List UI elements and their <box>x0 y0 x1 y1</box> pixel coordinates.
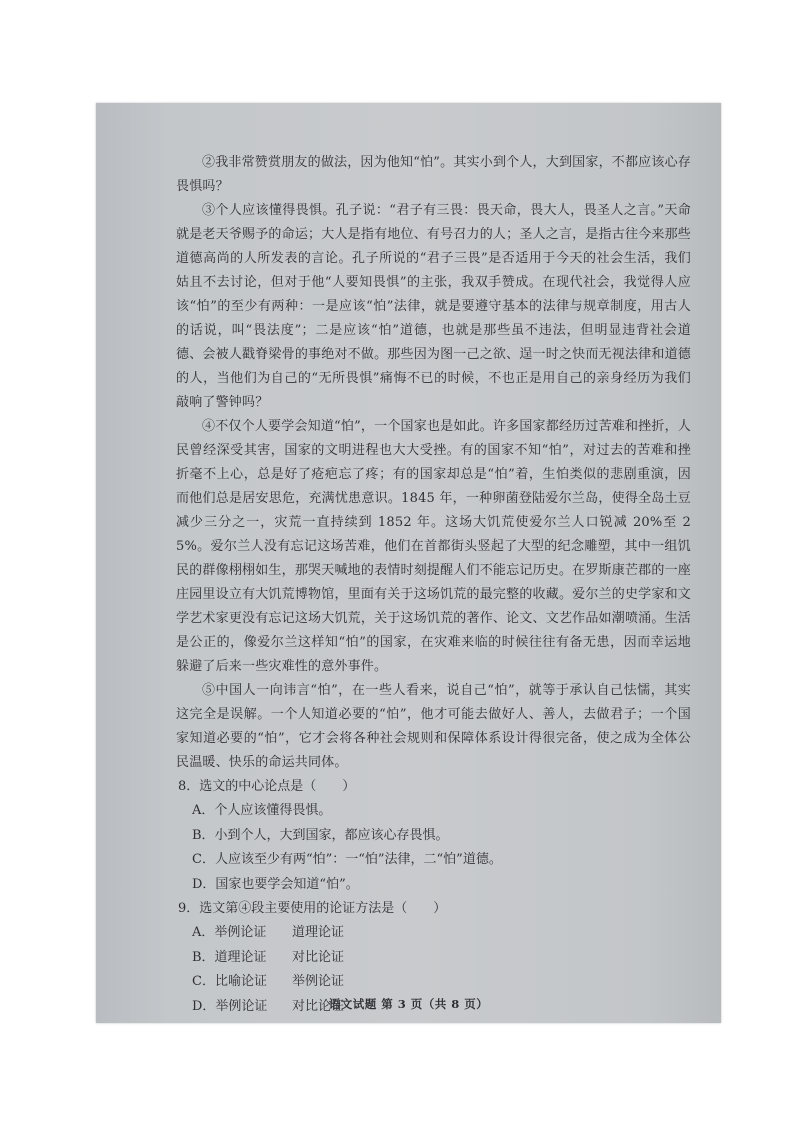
question-8-stem: 8．选文的中心论点是（ ） <box>178 779 356 794</box>
question-8-option-a: A．个人应该懂得畏惧。 <box>192 803 332 818</box>
exam-content <box>176 151 691 1019</box>
question-9-stem: 9．选文第④段主要使用的论证方法是（ ） <box>178 901 447 916</box>
question-8-option-c: C．人应该至少有两“怕”：一“怕”法律，二“怕”道德。 <box>192 852 502 867</box>
question-9-option-b <box>192 946 691 971</box>
question-9-option-c <box>192 970 691 995</box>
option-b-method-1: B．道理论证 <box>192 949 267 965</box>
option-a-method-2: 道理论证 <box>292 925 345 940</box>
paragraph-4: ④不仅个人要学会知道“怕”，一个国家也是如此。许多国家都经历过苦难和挫折，人民曾经深受其害，国家的文明进程也大大受挫。有的国家不知“怕”，对过去的苦难和挫折毫不上心，总是好了疮疤忘了疼；有的国家却总是“怕”着，生怕类似的悲剧重演，因而他们总是居安思危，充满忧患意识。1845 年，一种卵菌登陆爱尔兰岛，使得全岛土豆减少三分之一，灾荒一直持续到 1852 年。这场大饥荒使爱尔兰人口锐减 20%至 25%。爱尔兰人没有忘记这场苦难，他们在首都街头竖起了大型的纪念雕塑，其中一组饥民的群像栩栩如生，那哭天喊地的表情时刻提醒人们不能忘记历史。在罗斯康芒郡的一座庄园里设立有大饥荒博物馆，里面有关于这场饥荒的最完整的收藏。爱尔兰的史学家和文学艺术家更没有忘记这场大饥荒，关于这场饥荒的著作、论文、文艺作品如潮喷涌。生活是公正的，像爱尔兰这样知“怕”的国家，在灾难来临的时候往往有备无患，因而幸运地躲避了后来一些灾难性的意外事件。 <box>176 419 691 674</box>
option-c-method-1: C．比喻论证 <box>192 974 267 989</box>
question-8-options <box>176 799 691 897</box>
exam-page <box>96 103 721 1023</box>
question-9-option-a <box>192 921 691 946</box>
option-c-method-2: 举例论证 <box>292 974 345 989</box>
page-footer: 语文试题 第 3 页（共 8 页） <box>328 997 489 1011</box>
option-d-method-1: D．举例论证 <box>192 998 268 1014</box>
option-a-method-1: A．举例论证 <box>192 925 267 940</box>
paragraph-5: ⑤中国人一向讳言“怕”，在一些人看来，说自己“怕”，就等于承认自己怯懦，其实这完全是误解。一个人知道必要的“怕”，他才可能去做好人、善人，去做君子；一个国家知道必要的“怕”，它才会将各种社会规则和保障体系设计得很完备，使之成为全体公民温暖、快乐的命运共同体。 <box>176 683 691 770</box>
paragraph-3: ③个人应该懂得畏惧。孔子说：“君子有三畏：畏天命，畏大人，畏圣人之言。”天命就是老天爷赐予的命运；大人是指有地位、有号召力的人；圣人之言，是指古往今来那些道德高尚的人所发表的言论。孔子所说的“君子三畏”是否适用于今天的社会生活，我们姑且不去讨论，但对于他“人要知畏惧”的主张，我双手赞成。在现代社会，我觉得人应该“怕”的至少有两种：一是应该“怕”法律，就是要遵守基本的法律与规章制度，用古人的话说，叫“畏法度”；二是应该“怕”道德，也就是那些虽不违法，但明显违背社会道德、会被人戳脊梁骨的事绝对不做。那些因为图一己之欲、逞一时之快而无视法律和道德的人，当他们为自己的“无所畏惧”痛悔不已的时候，不也正是用自己的亲身经历为我们敲响了警钟吗？ <box>176 203 691 410</box>
question-8-option-d: D．国家也要学会知道“怕”。 <box>192 876 359 892</box>
option-b-method-2: 对比论证 <box>292 949 345 965</box>
paragraph-2: ②我非常赞赏朋友的做法，因为他知“怕”。其实小到个人，大到国家，不都应该心存畏惧吗？ <box>176 155 691 194</box>
question-8-option-b: B．小到个人，大到国家，都应该心存畏惧。 <box>192 827 449 843</box>
option-d-method-2: 对比论证 <box>292 998 345 1014</box>
